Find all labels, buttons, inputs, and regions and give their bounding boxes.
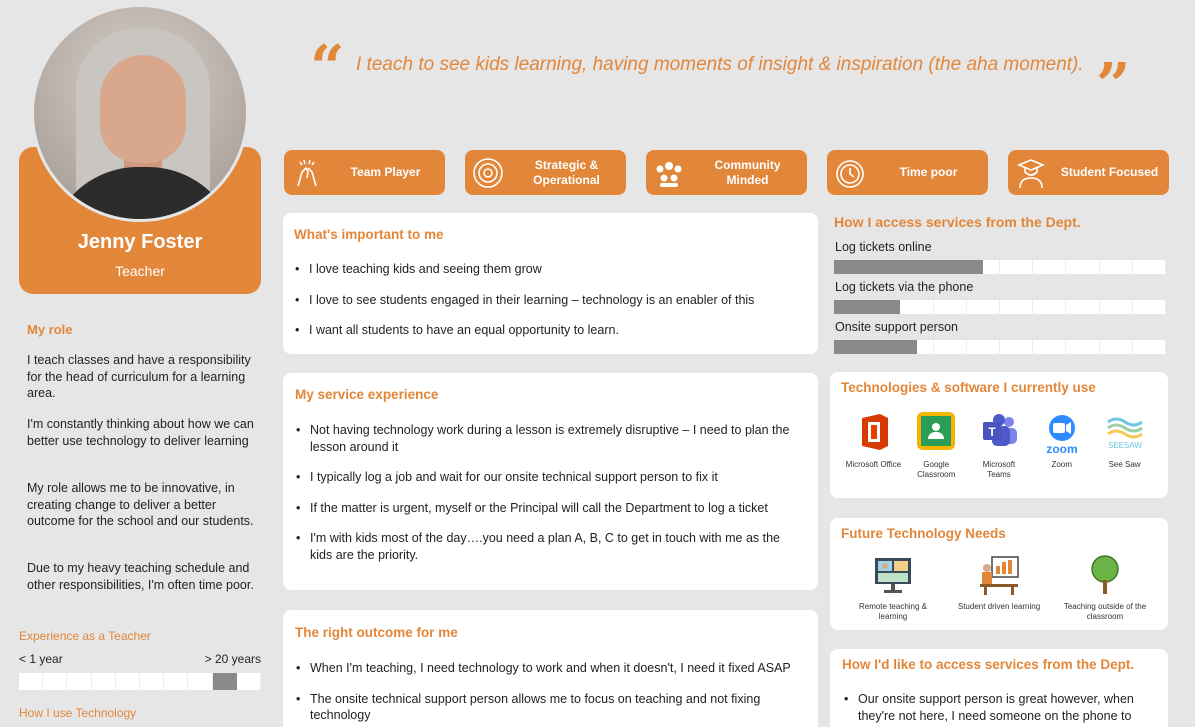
my-role-title: My role — [27, 322, 73, 337]
channel-bar — [834, 300, 1166, 314]
experience-title: Experience as a Teacher — [19, 629, 151, 643]
future-needs-card — [830, 518, 1168, 630]
tool-label: Microsoft Teams — [982, 460, 1016, 479]
list-item: • The onsite technical support person allows me to focus on teaching and not fixing technology — [294, 691, 804, 724]
trait-label: Strategic & Operational — [533, 157, 600, 187]
tool-label: Zoom — [1051, 460, 1072, 469]
role-paragraph: I'm constantly thinking about how we can better use technology to deliver learning — [27, 417, 254, 448]
channel-bar — [834, 340, 1166, 354]
channel-bar-fill — [834, 340, 917, 354]
trait-label: Team Player — [350, 165, 421, 179]
list-item: • Not having technology work during a lesson is extremely disruptive – I need to plan the lesson around it — [294, 422, 804, 455]
seesaw-icon — [1106, 412, 1144, 450]
experience-min-label: < 1 year — [19, 652, 63, 666]
need-label: Remote teaching & learning — [858, 602, 928, 621]
right-outcome-title: The right outcome for me — [295, 625, 458, 640]
trait-student-focused — [1008, 150, 1169, 195]
tree-icon — [1084, 554, 1126, 596]
community-icon — [646, 150, 692, 195]
svg-text:SEESAW: SEESAW — [1107, 441, 1142, 450]
trait-time-poor — [827, 150, 988, 195]
list-item: • Our onsite support person is great however, when they're not here, I need someone on the phone to — [842, 691, 1158, 724]
channel-bar-fill — [834, 260, 983, 274]
microsoft-teams-icon — [980, 412, 1018, 450]
list-item: • When I'm teaching, I need technology to work and when it doesn't, I need it fixed ASAP — [294, 660, 804, 677]
list-item: • I love to see students engaged in their learning – technology is an enabler of this — [293, 292, 808, 309]
future-needs-title: Future Technology Needs — [841, 526, 1006, 541]
experience-bar — [19, 673, 261, 690]
service-experience-title: My service experience — [295, 387, 439, 402]
need-outside-classroom — [1060, 554, 1150, 622]
list-item: • If the matter is urgent, myself or the Principal will call the Department to log a ticket — [294, 500, 804, 517]
trait-label: Student Focused — [1060, 165, 1159, 179]
channel-bar-fill — [834, 300, 900, 314]
important-title: What's important to me — [294, 227, 444, 242]
open-quote-icon: “ — [310, 33, 345, 103]
persona-role: Teacher — [115, 263, 165, 279]
channel-bar — [834, 260, 1166, 274]
tool-label: Microsoft Office — [845, 460, 902, 469]
need-label: Teaching outside of the classroom — [1063, 602, 1147, 621]
experience-bar-fill — [213, 673, 237, 690]
avatar — [31, 4, 249, 222]
tool-label: Google Classroom — [917, 460, 956, 479]
right-outcome-card — [283, 610, 818, 727]
student-driven-icon — [978, 554, 1020, 596]
service-experience-card — [283, 373, 818, 590]
svg-text:zoom: zoom — [1046, 442, 1078, 456]
need-label: Student driven learning — [957, 602, 1041, 611]
trait-label: Community Minded — [714, 157, 781, 187]
channel-label: Onsite support person — [835, 320, 958, 334]
remote-teaching-icon — [872, 554, 914, 596]
access-services-title: How I access services from the Dept. — [834, 214, 1081, 230]
role-paragraph: My role allows me to be innovative, in creating change to deliver a better outcome for the school and our students. — [27, 481, 254, 528]
channel-label: Log tickets via the phone — [835, 280, 974, 294]
persona-quote: I teach to see kids learning, having moments of insight & inspiration (the aha moment). — [356, 54, 1084, 75]
how-i-use-technology-title: How I use Technology — [19, 706, 137, 720]
trait-community — [646, 150, 807, 195]
technologies-title: Technologies & software I currently use — [841, 380, 1096, 395]
persona-name: Jenny Foster — [77, 231, 203, 253]
list-item: • I love teaching kids and seeing them grow — [293, 261, 808, 278]
list-item: • I want all students to have an equal opportunity to learn. — [293, 322, 808, 339]
tool-microsoft-teams — [970, 412, 1028, 480]
microsoft-office-icon — [854, 412, 892, 450]
tool-zoom — [1033, 412, 1091, 480]
google-classroom-icon — [917, 412, 955, 450]
zoom-icon — [1043, 412, 1081, 456]
role-paragraph: I teach classes and have a responsibility for the head of curriculum for a learning area. — [27, 353, 251, 400]
need-remote-teaching — [848, 554, 938, 622]
list-item: • I typically log a job and wait for our onsite technical support person to fix it — [294, 469, 804, 486]
like-to-access-title: How I'd like to access services from the Dept. — [842, 657, 1135, 672]
gear-icon — [465, 150, 511, 195]
tool-google-classroom — [907, 412, 965, 480]
trait-label: Time poor — [899, 165, 958, 179]
svg-text:T: T — [988, 425, 996, 439]
close-quote-icon: ” — [1096, 51, 1131, 121]
list-item: • I'm with kids most of the day….you need a plan A, B, C to get in touch with me as the kids are the priority. — [294, 530, 804, 563]
student-icon — [1008, 150, 1054, 195]
clock-icon — [827, 150, 873, 195]
important-card — [283, 213, 818, 354]
trait-strategic — [465, 150, 626, 195]
channel-label: Log tickets online — [835, 240, 932, 254]
tool-label: See Saw — [1108, 460, 1141, 469]
technologies-card — [830, 372, 1168, 498]
need-student-driven — [954, 554, 1044, 622]
tool-microsoft-office — [844, 412, 902, 480]
experience-max-label: > 20 years — [204, 652, 261, 666]
tool-seesaw — [1096, 412, 1154, 480]
high-five-icon — [284, 150, 330, 195]
like-to-access-card — [830, 649, 1168, 727]
role-paragraph: Due to my heavy teaching schedule and other responsibilities, I'm often time poor. — [27, 561, 254, 592]
trait-team-player — [284, 150, 445, 195]
